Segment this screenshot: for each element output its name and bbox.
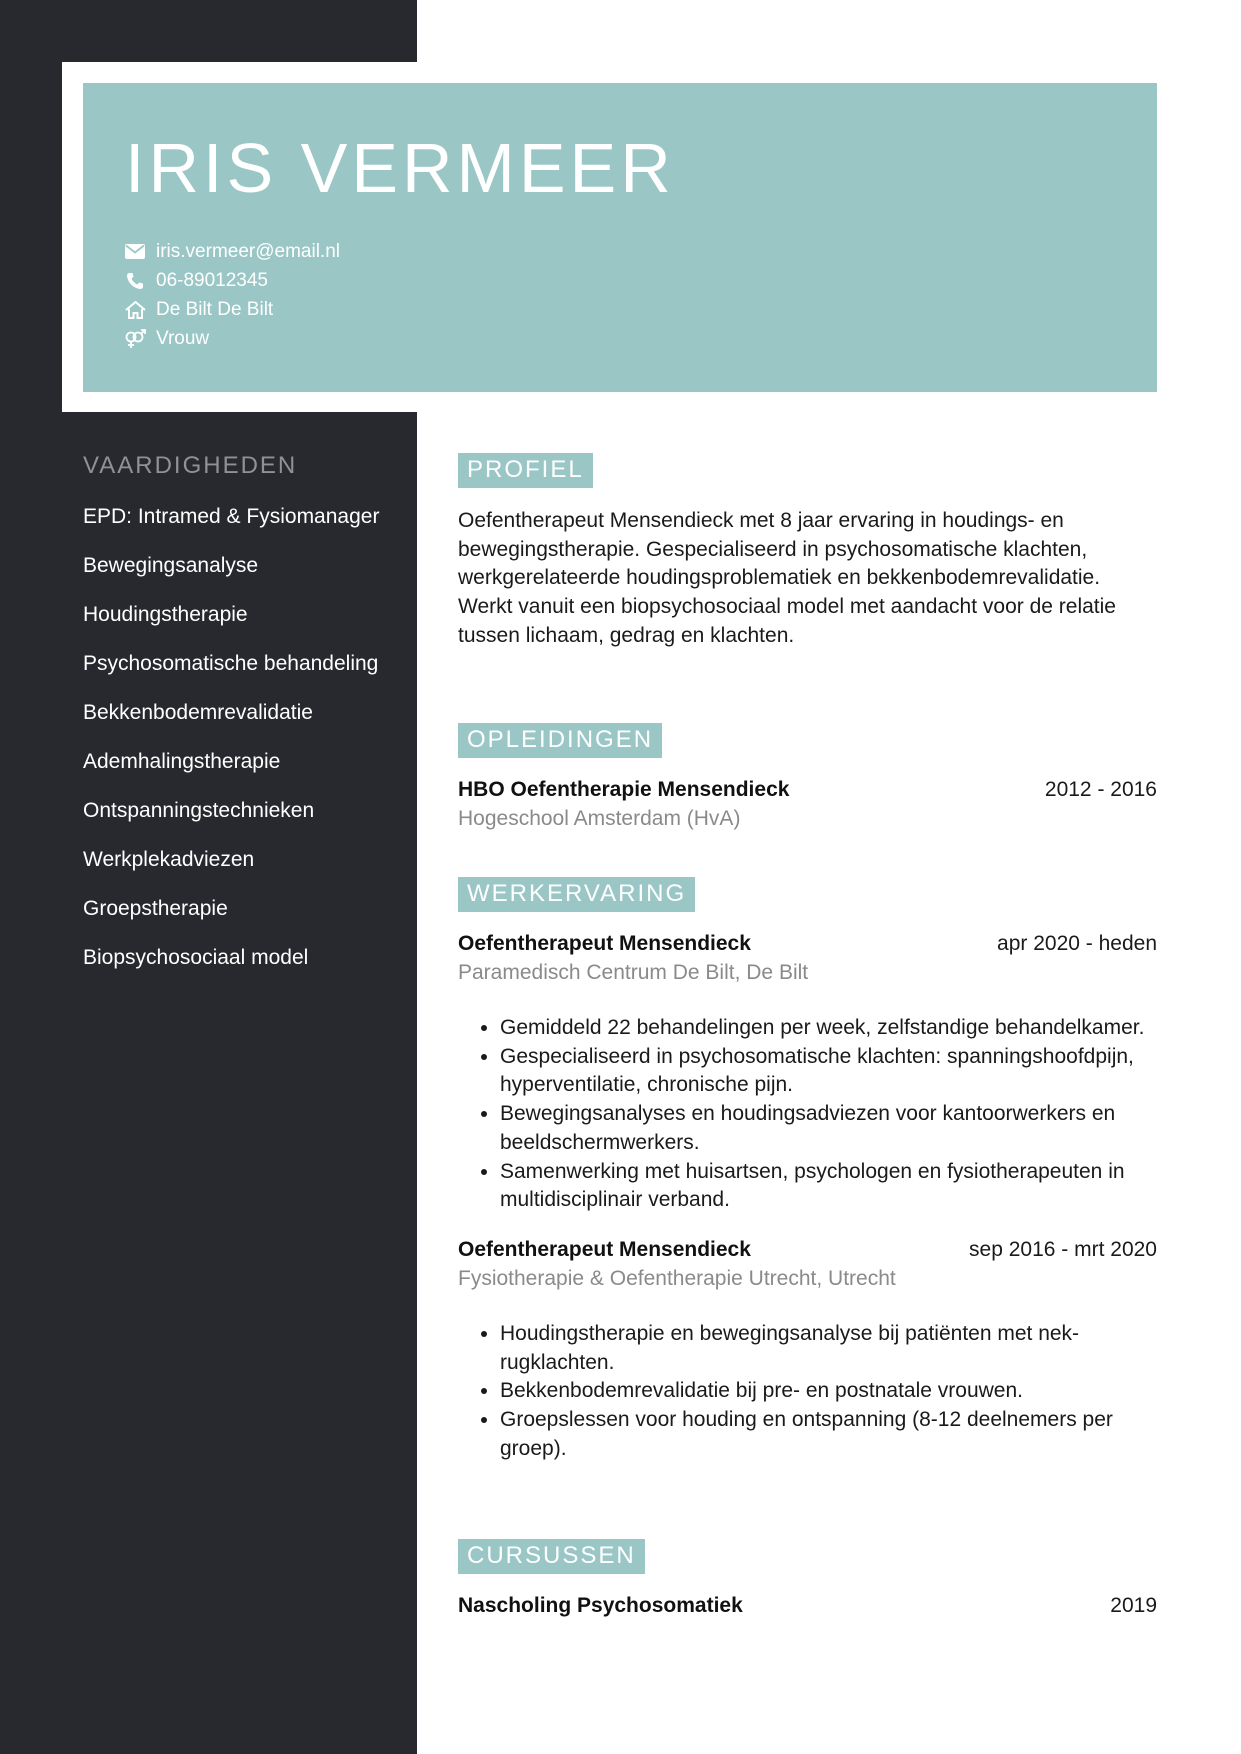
contact-address-text: De Bilt De Bilt bbox=[156, 298, 274, 320]
profile-section bbox=[458, 453, 1157, 651]
job-title: Oefentherapeut Mensendieck bbox=[458, 932, 751, 955]
skill-item: Werkplekadviezen bbox=[83, 848, 255, 871]
education-entry bbox=[458, 775, 1157, 833]
skill-item: EPD: Intramed & Fysiomanager bbox=[83, 505, 380, 528]
course-entry bbox=[458, 1591, 1157, 1620]
work-section bbox=[458, 877, 1157, 1463]
contact-gender bbox=[124, 324, 340, 353]
job-bullet: • Bewegingsanalyses en houdingsadviezen voor kantoorwerkers en beeldschermwerkers. bbox=[500, 1100, 1157, 1157]
skills-heading: VAARDIGHEDEN bbox=[83, 452, 298, 479]
skill-item: Houdingstherapie bbox=[83, 603, 248, 626]
skill-item: Groepstherapie bbox=[83, 897, 228, 920]
skill-list bbox=[83, 502, 393, 972]
profile-heading: PROFIEL bbox=[458, 453, 593, 488]
skill-item: Biopsychosociaal model bbox=[83, 946, 309, 969]
contact-address bbox=[124, 295, 340, 324]
course-date: 2019 bbox=[1110, 1594, 1157, 1617]
education-title: HBO Oefentherapie Mensendieck bbox=[458, 778, 790, 801]
education-heading: OPLEIDINGEN bbox=[458, 723, 662, 758]
candidate-name: IRIS VERMEER bbox=[125, 129, 675, 207]
contact-list bbox=[124, 237, 340, 353]
courses-heading: CURSUSSEN bbox=[458, 1539, 645, 1574]
job-title: Oefentherapeut Mensendieck bbox=[458, 1237, 751, 1261]
profile-text: Oefentherapeut Mensendieck met 8 jaar ervaring in houdings- en bewegingstherapie. Gespecialiseerd in psychosomatische klachten, werkgerelateerde houdingsproblematiek en bekkenbodemrevalidatie. Werkt vanuit een biopsychosociaal model met aandacht voor de relatie tussen lichaam, gedrag en klachten. bbox=[458, 509, 1116, 647]
skill-item: Psychosomatische behandeling bbox=[83, 652, 379, 675]
job-entry bbox=[458, 929, 1157, 1215]
contact-gender-text: Vrouw bbox=[156, 327, 210, 349]
job-bullets bbox=[458, 1014, 1157, 1215]
job-bullet: • Groepslessen voor houding en ontspanning (8-12 deelnemers per groep). bbox=[500, 1406, 1157, 1463]
skills-section bbox=[83, 452, 393, 992]
job-bullet: • Gemiddeld 22 behandelingen per week, zelfstandige behandelkamer. bbox=[500, 1014, 1157, 1043]
courses-section bbox=[458, 1539, 1157, 1620]
work-heading: WERKERVARING bbox=[458, 877, 695, 912]
gender-icon bbox=[124, 329, 146, 349]
job-entry bbox=[458, 1235, 1157, 1464]
job-bullets bbox=[458, 1320, 1157, 1464]
course-title: Nascholing Psychosomatiek bbox=[458, 1594, 743, 1617]
phone-icon bbox=[124, 271, 146, 291]
main-content bbox=[458, 453, 1157, 1617]
skill-item: Bewegingsanalyse bbox=[83, 554, 259, 577]
job-bullet: • Gespecialiseerd in psychosomatische klachten: spanningshoofdpijn, hyperventilatie, chronische pijn. bbox=[500, 1043, 1157, 1100]
education-school: Hogeschool Amsterdam (HvA) bbox=[458, 807, 741, 830]
contact-phone-text: 06-89012345 bbox=[156, 269, 268, 291]
job-bullet: • Houdingstherapie en bewegingsanalyse bij patiënten met nek-rugklachten. bbox=[500, 1320, 1157, 1377]
envelope-icon bbox=[124, 242, 146, 262]
job-date: apr 2020 - heden bbox=[997, 932, 1157, 955]
job-bullet: • Bekkenbodemrevalidatie bij pre- en postnatale vrouwen. bbox=[500, 1377, 1157, 1406]
contact-email-text: iris.vermeer@email.nl bbox=[156, 240, 340, 262]
job-employer: Fysiotherapie & Oefentherapie Utrecht, Utrecht bbox=[458, 1266, 896, 1290]
contact-email bbox=[124, 237, 340, 266]
job-date: sep 2016 - mrt 2020 bbox=[969, 1237, 1157, 1261]
contact-phone bbox=[124, 266, 340, 295]
education-date: 2012 - 2016 bbox=[1044, 778, 1157, 801]
home-icon bbox=[124, 300, 146, 320]
header-banner bbox=[83, 83, 1157, 392]
skill-item: Ademhalingstherapie bbox=[83, 750, 281, 773]
skill-item: Ontspanningstechnieken bbox=[83, 799, 315, 822]
skill-item: Bekkenbodemrevalidatie bbox=[83, 701, 313, 724]
job-bullet: • Samenwerking met huisartsen, psychologen en fysiotherapeuten in multidisciplinair verband. bbox=[500, 1158, 1157, 1215]
education-section bbox=[458, 723, 1157, 833]
job-employer: Paramedisch Centrum De Bilt, De Bilt bbox=[458, 961, 809, 984]
